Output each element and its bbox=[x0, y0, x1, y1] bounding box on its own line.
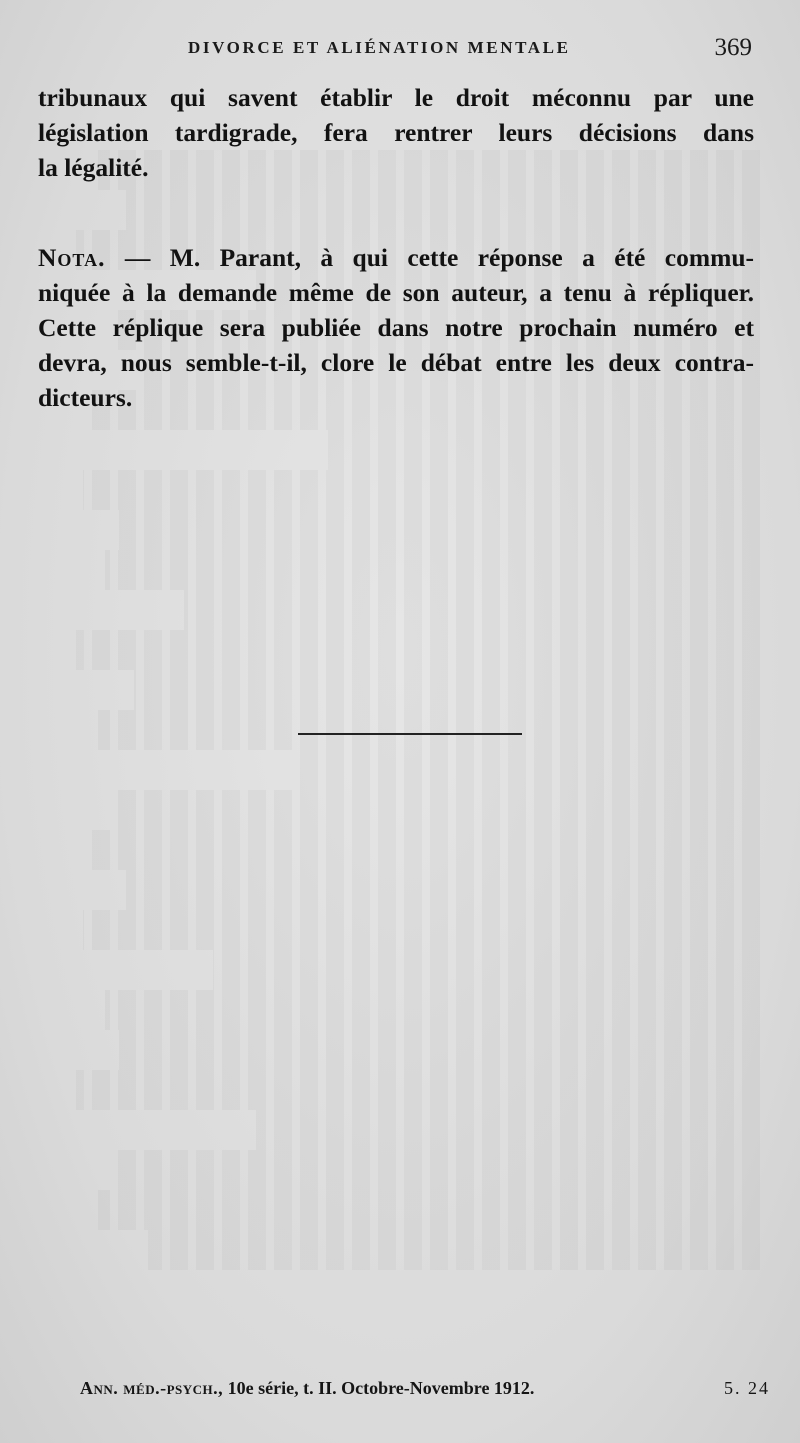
text-line: la légalité. bbox=[38, 153, 149, 182]
running-head: DIVORCE ET ALIÉNATION MENTALE bbox=[188, 38, 571, 57]
page-footer bbox=[80, 1378, 770, 1399]
page-header bbox=[40, 36, 760, 66]
paragraph-nota bbox=[38, 240, 754, 415]
text-line: devra, nous semble-t-il, clore le débat entre les deux contra- bbox=[38, 348, 754, 377]
series-issue: 10e série, t. II. Octobre-Novembre 1912. bbox=[223, 1378, 535, 1398]
page-number: 369 bbox=[714, 34, 752, 61]
text-line: niquée à la demande même de son auteur, a tenu à répliquer. bbox=[38, 278, 754, 307]
paragraph-conclusion bbox=[38, 80, 754, 185]
section-separator-rule bbox=[298, 733, 522, 735]
journal-abbreviation: Ann. méd.-psych., bbox=[80, 1378, 224, 1398]
text-line: Cette réplique sera publiée dans notre prochain numéro et bbox=[38, 313, 754, 342]
text-line bbox=[38, 240, 754, 275]
nota-text: — M. Parant, à qui cette réponse a été commu- bbox=[105, 243, 754, 272]
text-line: tribunaux qui savent établir le droit méconnu par une bbox=[38, 83, 754, 112]
nota-label: Nota. bbox=[38, 243, 106, 272]
text-line: dicteurs. bbox=[38, 383, 133, 412]
signature-mark: 5. 24 bbox=[724, 1378, 770, 1398]
text-line: législation tardigrade, fera rentrer leurs décisions dans bbox=[38, 118, 754, 147]
